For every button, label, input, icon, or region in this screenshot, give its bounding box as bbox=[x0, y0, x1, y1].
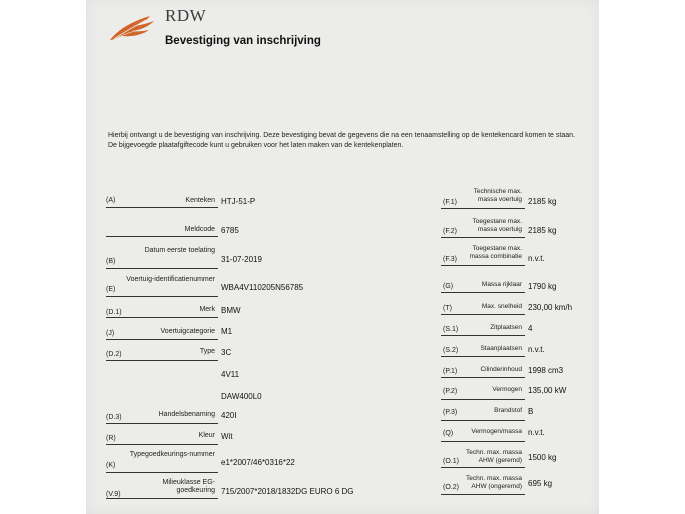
field-underline bbox=[441, 441, 525, 442]
field-value: B bbox=[528, 407, 534, 416]
field-value: e1*2007/46*0316*22 bbox=[221, 458, 295, 467]
field-underline bbox=[106, 317, 218, 318]
field-value: 1790 kg bbox=[528, 282, 557, 291]
field-label: Toegestane max. massa voertuig bbox=[472, 218, 522, 233]
field-label: Vermogen/massa bbox=[471, 428, 522, 435]
field-code: (K) bbox=[106, 462, 116, 469]
field-underline bbox=[441, 335, 525, 336]
field-label: Datum eerste toelating bbox=[144, 247, 215, 254]
field-label: Toegestane max. massa combinatie bbox=[469, 245, 522, 260]
field-value: 2185 kg bbox=[528, 197, 557, 206]
field-code: (R) bbox=[106, 435, 116, 442]
rdw-wing-logo-icon bbox=[106, 12, 160, 44]
intro-line-1: Hierbij ontvangt u de bevestiging van inschrijving. Deze bevestiging bevat de gegevens die na een tenaamstelling op de kentekencard komen te staan. bbox=[108, 132, 575, 139]
field-value: 2185 kg bbox=[528, 226, 557, 235]
field-underline bbox=[441, 208, 525, 209]
field-value: HTJ-51-P bbox=[221, 197, 256, 206]
field-code: (P.1) bbox=[443, 368, 458, 375]
field-underline bbox=[441, 494, 525, 495]
field-value: 1500 kg bbox=[528, 453, 557, 462]
field-underline bbox=[441, 420, 525, 421]
field-value: 4V11 bbox=[221, 370, 240, 379]
field-underline bbox=[441, 356, 525, 357]
field-value: WBA4V110205N56785 bbox=[221, 283, 304, 292]
field-code: (T) bbox=[443, 305, 452, 312]
field-underline bbox=[106, 296, 218, 297]
field-underline bbox=[106, 360, 218, 361]
field-value: 4 bbox=[528, 324, 533, 333]
field-value: 695 kg bbox=[528, 479, 553, 488]
field-label: Milieuklasse EG-goedkeuring bbox=[162, 479, 215, 494]
field-code: (Q) bbox=[443, 430, 454, 437]
field-value: 135,00 kW bbox=[528, 386, 567, 395]
field-code: (P.3) bbox=[443, 409, 458, 416]
intro-line-2: De bijgevoegde plaatafgiftecode kunt u gebruiken voor het laten maken van de kentekenplaten. bbox=[108, 141, 404, 149]
field-underline bbox=[106, 207, 218, 208]
field-label: Meldcode bbox=[184, 226, 215, 233]
field-value: n.v.t. bbox=[528, 345, 545, 354]
field-value: 230,00 km/h bbox=[528, 303, 573, 312]
field-label: Type bbox=[199, 348, 215, 355]
field-value: 6785 bbox=[221, 226, 239, 235]
field-label: Staanplaatsen bbox=[480, 345, 522, 352]
field-value: 420I bbox=[221, 411, 237, 420]
field-label: Kenteken bbox=[185, 197, 215, 204]
field-underline bbox=[106, 339, 218, 340]
field-underline bbox=[106, 444, 218, 445]
field-underline bbox=[106, 423, 218, 424]
field-code: (P.2) bbox=[443, 388, 458, 395]
field-label: Technische max. massa voertuig bbox=[473, 188, 522, 203]
field-code: (G) bbox=[443, 283, 454, 290]
document-title: Bevestiging van inschrijving bbox=[165, 35, 321, 47]
field-label: Kleur bbox=[198, 432, 215, 439]
field-code: (D.3) bbox=[106, 414, 122, 421]
field-code: (A) bbox=[106, 197, 116, 204]
field-value: M1 bbox=[221, 327, 233, 336]
field-underline bbox=[441, 377, 525, 378]
field-code: (F.2) bbox=[443, 228, 457, 235]
field-label: Voertuigcategorie bbox=[160, 328, 215, 335]
field-value: n.v.t. bbox=[528, 428, 545, 437]
field-underline bbox=[106, 268, 218, 269]
field-label: Techn. max. massa AHW (geremd) bbox=[466, 449, 522, 464]
field-code: (O.2) bbox=[443, 484, 459, 491]
field-label: Handelsbenaming bbox=[158, 411, 215, 418]
field-label: Vermogen bbox=[492, 386, 522, 393]
field-label: Zitplaatsen bbox=[490, 324, 522, 331]
field-underline bbox=[441, 265, 525, 266]
intro-text bbox=[108, 131, 593, 150]
field-label: Typegoedkeurings-nummer bbox=[129, 451, 215, 458]
field-label: Merk bbox=[199, 306, 215, 313]
field-underline bbox=[441, 314, 525, 315]
field-underline bbox=[441, 467, 525, 468]
field-underline bbox=[441, 292, 525, 293]
field-underline bbox=[441, 399, 525, 400]
field-value: 715/2007*2018/1832DG EURO 6 DG bbox=[221, 487, 354, 496]
field-value: 31-07-2019 bbox=[221, 255, 262, 264]
field-code: (O.1) bbox=[443, 458, 459, 465]
field-code: (V.9) bbox=[106, 491, 121, 498]
field-value: 1998 cm3 bbox=[528, 366, 564, 375]
field-value: BMW bbox=[221, 306, 241, 315]
field-code: (S.2) bbox=[443, 347, 459, 354]
field-code: (D.1) bbox=[106, 309, 122, 316]
field-code: (F.1) bbox=[443, 199, 457, 206]
field-code: (D.2) bbox=[106, 351, 122, 358]
field-label: Techn. max. massa AHW (ongeremd) bbox=[466, 475, 522, 490]
field-value: DAW400L0 bbox=[221, 392, 262, 401]
field-label: Cilinderinhoud bbox=[480, 366, 522, 373]
field-value: n.v.t. bbox=[528, 254, 545, 263]
field-code: (J) bbox=[106, 330, 115, 337]
field-code: (S.1) bbox=[443, 326, 459, 333]
field-label: Massa rijklaar bbox=[481, 281, 522, 288]
field-code: (F.3) bbox=[443, 256, 457, 263]
field-underline bbox=[106, 236, 218, 237]
field-value: 3C bbox=[221, 348, 232, 357]
field-label: Max. snelheid bbox=[481, 303, 522, 310]
field-code: (E) bbox=[106, 286, 116, 293]
field-underline bbox=[106, 472, 218, 473]
rdw-logo-text: RDW bbox=[165, 6, 207, 25]
field-code: (B) bbox=[106, 258, 116, 265]
field-underline bbox=[106, 498, 218, 499]
field-label: Brandstof bbox=[494, 407, 522, 414]
field-value: Wit bbox=[221, 432, 233, 441]
document-sheet bbox=[86, 0, 599, 514]
field-underline bbox=[441, 237, 525, 238]
field-label: Voertuig-identificatienummer bbox=[126, 276, 215, 283]
